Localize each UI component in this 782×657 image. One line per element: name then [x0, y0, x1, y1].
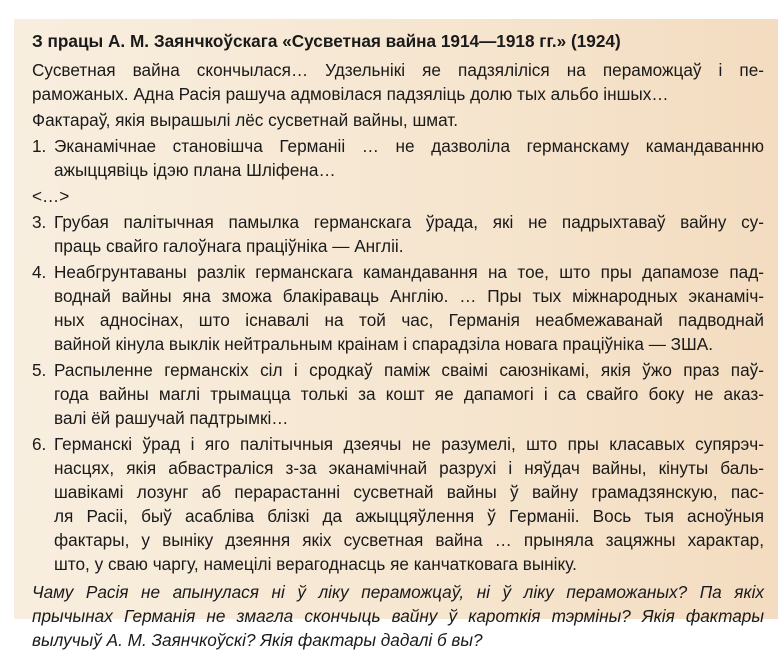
item-line: фактары, у выніку дзеяння якіх сусветная вайна … прыняла зацяжны характар,	[54, 530, 764, 550]
item-line: што, у сваю чаргу, намецілі верагоднасць яе канчатковага выніку.	[54, 554, 577, 574]
intro-line: Сусветная вайна скончылася… Удзельнікі яе падзяліліся на пераможцаў і пе-	[32, 60, 764, 80]
item-line: ных адносінах, што існавалі на той час, Германія неабмежаванай падводнай	[54, 310, 764, 330]
facts-line: Фактараў, якія вырашылі лёс сусветнай вайны, шмат.	[32, 110, 458, 130]
item-line: ля Расіі, быў асабліва блізкі да ажыццяўлення ў Германіі. Вось тыя асноўныя	[54, 506, 764, 526]
list-item	[32, 358, 764, 430]
list-item	[32, 210, 764, 258]
question-line: прычынах Германія не змагла скончыць вайну ў кароткія тэрміны? Якія фактары	[32, 606, 764, 626]
item-number: 6.	[32, 434, 47, 454]
source-excerpt-panel	[14, 19, 778, 650]
item-line: шавікамі лозунг аб перарастанні сусветнай вайны ў вайну грамадзянскую, пас-	[54, 482, 764, 502]
list-item	[32, 432, 764, 576]
item-line: Грубая палітычная памылка германскага ўрада, які не падрыхтаваў вайну су-	[54, 212, 764, 232]
item-line: насцях, якія абвастраліся з-за эканамічнай разрухі і няўдач вайны, кінуты баль-	[54, 458, 764, 478]
item-number: 1.	[32, 136, 47, 156]
intro-line: раможаных. Адна Расія рашуча адмовілася падзяліць долю тых альбо іншых…	[32, 84, 669, 104]
item-line: вайной кінула выклік нейтральным краінам і спарадзіла новага праціўніка — ЗША.	[54, 334, 714, 354]
item-line: воднай вайны яна зможа блакіраваць Англію. … Пры тых міжнародных эканаміч-	[54, 286, 764, 306]
item-line: Германскі ўрад і яго палітычныя дзеячы не разумелі, што пры класавых супярэч-	[54, 434, 764, 454]
item-line: праць свайго галоўнага праціўніка — Англіі.	[54, 236, 404, 256]
item-number: 4.	[32, 262, 47, 282]
intro-paragraph	[32, 58, 764, 106]
question-line: вылучыў А. М. Заянчкоўскі? Якія фактары дадалі б вы?	[32, 630, 483, 650]
item-line: Распыленне германскіх сіл і сродкаў паміж сваімі саюзнікамі, якія ўжо праз паў-	[54, 360, 764, 380]
item-number: 5.	[32, 360, 47, 380]
item-line: ажыццявіць ідэю плана Шліфена…	[54, 160, 336, 180]
list-item	[32, 134, 764, 182]
item-line: года вайны маглі трымацца толькі за кошт яе дапамогі і са свайго боку не аказ-	[54, 384, 764, 404]
item-line: Неабгрунтаваны разлік германскага камандавання на тое, што пры дапамозе пад-	[54, 262, 764, 282]
item-line: Эканамічнае становішча Германіі … не дазволіла германскаму камандаванню	[54, 136, 764, 156]
discussion-questions	[32, 580, 764, 652]
excerpt-title: З працы А. М. Заянчкоўскага «Сусветная вайна 1914—1918 гг.» (1924)	[32, 31, 621, 51]
omission-marker: <…>	[32, 186, 70, 206]
list-item	[32, 260, 764, 356]
item-line: валі ёй рашучай падтрымкі…	[54, 408, 289, 428]
question-line: Чаму Расія не апынулася ні ў ліку пераможцаў, ні ў ліку пераможаных? Па якіх	[32, 582, 764, 602]
item-number: 3.	[32, 212, 47, 232]
